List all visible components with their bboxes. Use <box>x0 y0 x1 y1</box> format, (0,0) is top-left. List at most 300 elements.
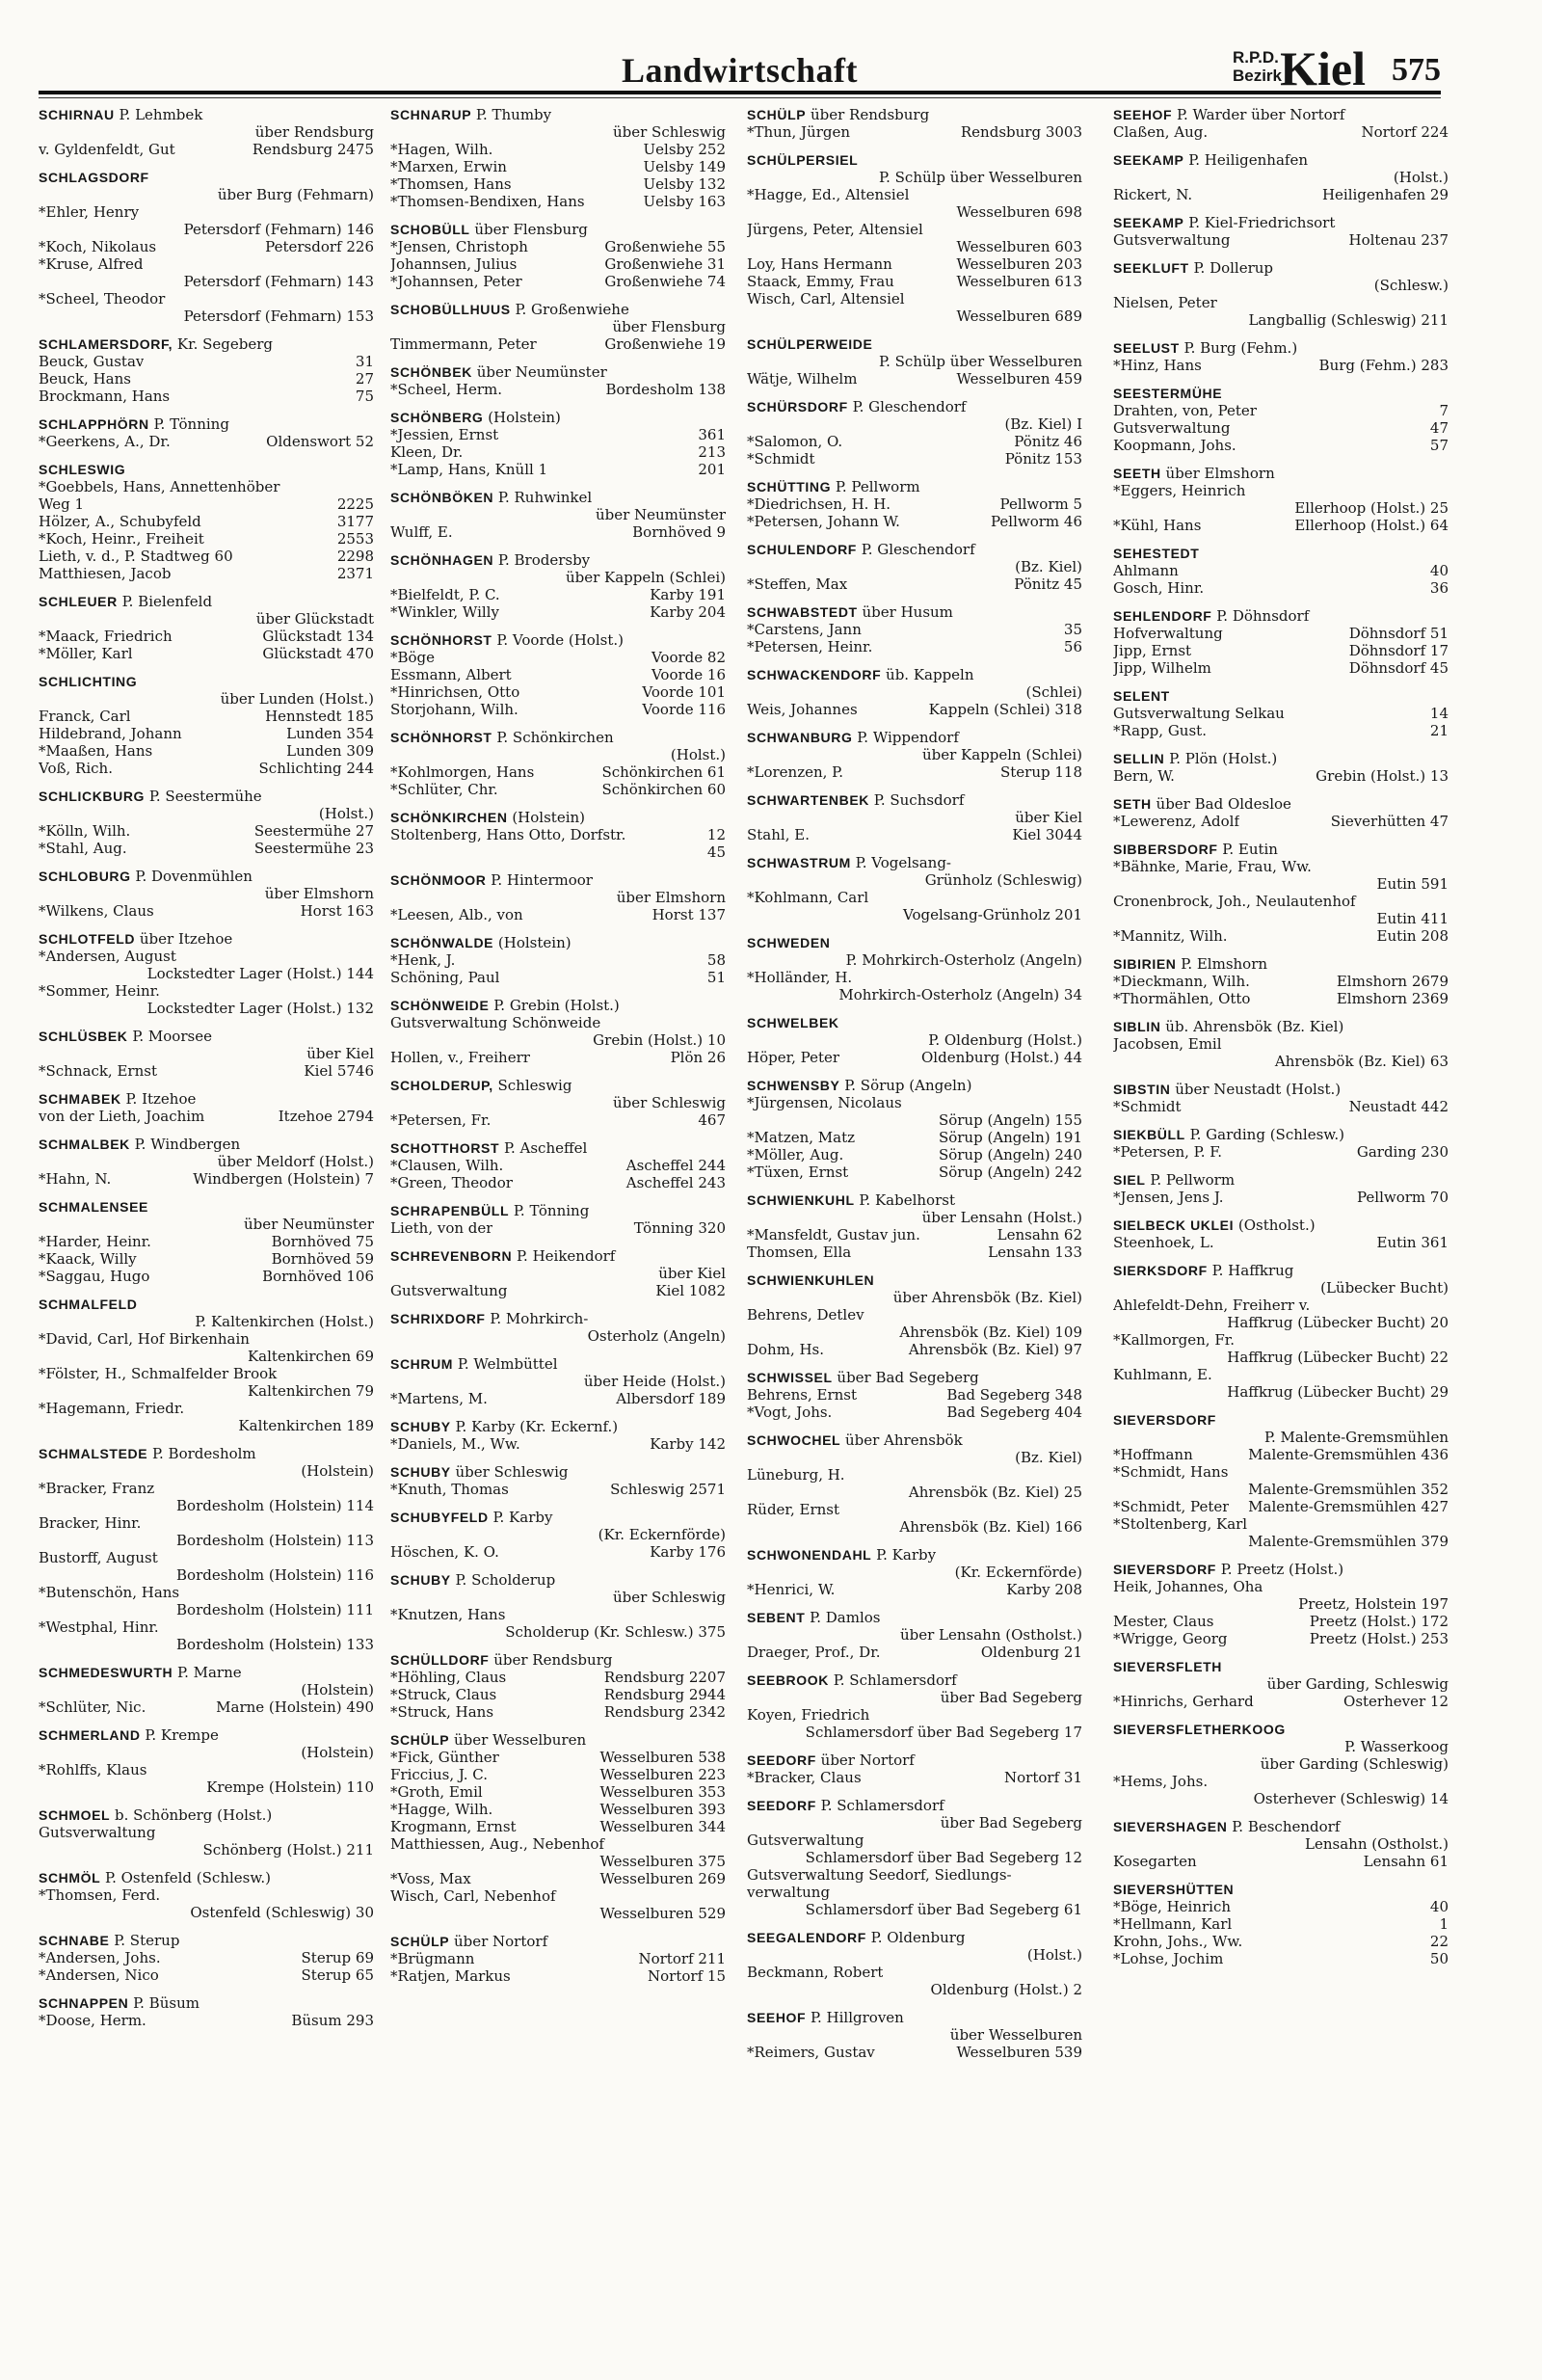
phone-location: Pellworm 5 <box>999 495 1082 513</box>
directory-row <box>1113 813 1449 830</box>
name-line: Gutsverwaltung Schönweide <box>390 1014 601 1031</box>
postal-route: P. Lehmbek <box>119 106 203 123</box>
holder-name: Hollen, v., Freiherr <box>390 1049 530 1066</box>
place-name: SCHRIXDORF <box>390 1311 486 1326</box>
postal-route: P. Garding (Schlesw.) <box>1189 1126 1344 1143</box>
place-heading <box>747 541 1082 558</box>
holder-name: *Winkler, Willy <box>390 603 499 621</box>
directory-row <box>1113 1915 1449 1933</box>
place-heading <box>390 809 726 826</box>
place-heading <box>39 593 374 610</box>
holder-name: Thomsen, Ella <box>747 1243 852 1261</box>
holder-name: *Schlüter, Nic. <box>39 1698 146 1716</box>
place-name: SCHLOBURG <box>39 869 131 884</box>
right-line: P. Schülp über Wesselburen <box>879 169 1082 186</box>
place-name: SCHÖNBÖKEN <box>390 490 494 505</box>
postal-route: P. Beschendorf <box>1232 1818 1341 1835</box>
column-4 <box>1113 106 1449 2367</box>
place-name: SCHNARUP <box>390 107 472 122</box>
directory-row <box>747 1049 1082 1066</box>
name-line: Wisch, Carl, Altensiel <box>747 290 905 308</box>
directory-row <box>1113 562 1449 579</box>
postal-route: P. Wippendorf <box>857 729 959 746</box>
place-heading <box>1113 1171 1449 1189</box>
right-line: P. Schülp über Wesselburen <box>879 353 1082 370</box>
phone-location: Oldenburg (Holst.) 44 <box>921 1049 1082 1066</box>
phone-location: 21 <box>1429 722 1449 739</box>
phone-location: Wesselburen 538 <box>599 1749 726 1766</box>
place-name: SCHWOCHEL <box>747 1432 841 1448</box>
place-heading <box>1113 1262 1449 1279</box>
holder-name: Staack, Emmy, Frau <box>747 273 894 290</box>
postal-route: b. Schönberg (Holst.) <box>114 1806 273 1824</box>
right-line: Malente-Gremsmühlen 379 <box>1248 1533 1449 1550</box>
name-line: *Holländer, H. <box>747 969 853 986</box>
holder-name: *Geerkens, A., Dr. <box>39 433 171 450</box>
phone-location: Rendsburg 2342 <box>603 1703 726 1721</box>
directory-row <box>390 523 726 541</box>
phone-location: Wesselburen 539 <box>956 2044 1082 2061</box>
place-name: SCHMOEL <box>39 1807 111 1823</box>
place-heading <box>1113 214 1449 231</box>
holder-name: Franck, Carl <box>39 708 131 725</box>
holder-name: *Lamp, Hans, Knüll 1 <box>390 461 548 478</box>
holder-name: Brockmann, Hans <box>39 388 171 405</box>
place-name: SCHWACKENDORF <box>747 667 882 682</box>
postal-route: P. Pellworm <box>835 478 920 495</box>
place-name: SCHMABEK <box>39 1091 121 1107</box>
place-name: SCHWEDEN <box>747 935 831 950</box>
phone-location: 213 <box>698 443 726 461</box>
holder-name: *Wrigge, Georg <box>1113 1630 1228 1647</box>
place-heading <box>1113 259 1449 277</box>
directory-row <box>39 760 374 777</box>
name-line: *Schmidt, Hans <box>1113 1463 1229 1481</box>
place-heading <box>390 551 726 569</box>
name-line: *Westphal, Hinr. <box>39 1618 159 1636</box>
phone-location: 51 <box>706 969 726 986</box>
phone-location: 467 <box>698 1111 726 1129</box>
place-name: SCHOTTHORST <box>390 1140 500 1156</box>
holder-name: Stoltenberg, Hans Otto, Dorfstr. <box>390 826 626 843</box>
directory-row <box>39 902 374 920</box>
postal-route: P. Schlamersdorf <box>833 1671 957 1689</box>
postal-route: P. Pellworm <box>1150 1171 1236 1189</box>
directory-row <box>747 638 1082 655</box>
holder-name: Beckmann, Robert <box>747 1964 884 1981</box>
postal-route: über Bad Segeberg <box>837 1369 979 1386</box>
phone-location: Döhnsdorf 45 <box>1348 659 1449 677</box>
phone-location: Voorde 101 <box>642 683 726 701</box>
place-heading <box>1113 795 1449 813</box>
postal-route: P. Warder über Nortorf <box>1176 106 1345 123</box>
postal-route: P. Schönkirchen <box>496 729 614 746</box>
place-heading <box>39 169 374 186</box>
holder-name: *Jensen, Christoph <box>390 238 528 255</box>
place-heading <box>747 478 1082 495</box>
phone-location: Wesselburen 203 <box>956 255 1082 273</box>
place-heading <box>390 1571 726 1589</box>
place-name: SCHMERLAND <box>39 1727 141 1743</box>
phone-location: Lensahn 62 <box>997 1226 1082 1243</box>
right-line: Wesselburen 375 <box>599 1853 726 1870</box>
phone-location: Albersdorf 189 <box>616 1390 726 1407</box>
place-heading <box>390 301 726 318</box>
place-heading <box>390 1418 726 1435</box>
name-line: Gutsverwaltung Seedorf, Siedlungs- <box>747 1866 1012 1884</box>
postal-route: (Holstein) <box>488 409 561 426</box>
phone-location: Bad Segeberg 348 <box>946 1386 1082 1404</box>
holder-name: *Lewerenz, Adolf <box>1113 813 1240 830</box>
place-heading <box>39 1296 374 1313</box>
right-line: Bordesholm (Holstein) 111 <box>176 1601 374 1618</box>
directory-row <box>390 426 726 443</box>
phone-location: 47 <box>1429 419 1449 437</box>
place-heading <box>747 729 1082 746</box>
name-line: *Scheel, Theodor <box>39 290 166 308</box>
phone-location: 1 <box>1439 1915 1449 1933</box>
phone-location: 361 <box>698 426 726 443</box>
phone-location: Malente-Gremsmühlen 427 <box>1248 1498 1449 1515</box>
holder-name: Drahten, von, Peter <box>1113 402 1257 419</box>
phone-location: Lensahn 61 <box>1363 1853 1449 1870</box>
name-line: *Hems, Johs. <box>1113 1773 1209 1790</box>
right-line: Ahrensbök (Bz. Kiel) 63 <box>1274 1053 1449 1070</box>
place-name: SCHLESWIG <box>39 462 126 477</box>
holder-name: Hofverwaltung <box>1113 625 1223 642</box>
directory-row <box>39 1108 374 1125</box>
postal-route: P. Elmshorn <box>1181 955 1268 973</box>
column-2 <box>390 106 726 2367</box>
directory-row <box>1113 1098 1449 1115</box>
postal-route: P. Burg (Fehm.) <box>1183 339 1298 357</box>
right-line: (Kr. Eckernförde) <box>954 1564 1082 1581</box>
place-name: SCHWANBURG <box>747 730 853 745</box>
directory-row <box>39 1966 374 1984</box>
right-line: über Lensahn (Ostholst.) <box>899 1626 1082 1644</box>
right-line: P. Mohrkirch-Osterholz (Angeln) <box>845 951 1082 969</box>
right-line: 45 <box>706 843 726 861</box>
place-heading <box>747 791 1082 809</box>
phone-location: Schönkirchen 60 <box>601 781 726 798</box>
place-name: SETH <box>1113 796 1152 812</box>
place-name: SCHÖNWALDE <box>390 935 494 950</box>
place-heading <box>1113 385 1449 402</box>
place-heading <box>39 930 374 948</box>
place-heading <box>39 1090 374 1108</box>
postal-route: über Husum <box>862 603 953 621</box>
holder-name: *Koch, Heinr., Freiheit <box>39 530 204 548</box>
phone-location: 56 <box>1063 638 1082 655</box>
holder-name: *Lohse, Jochim <box>1113 1950 1224 1967</box>
holder-name: *Thun, Jürgen <box>747 123 851 141</box>
postal-route: P. Hillgroven <box>810 2009 904 2026</box>
directory-row <box>39 708 374 725</box>
phone-location: Sörup (Angeln) 242 <box>938 1163 1082 1181</box>
place-name: SCHOLDERUP, <box>390 1078 493 1093</box>
directory-row <box>1113 1950 1449 1967</box>
directory-row <box>39 2012 374 2029</box>
holder-name: *Andersen, Johs. <box>39 1949 161 1966</box>
place-heading <box>390 1731 726 1749</box>
holder-name: *Höhling, Claus <box>390 1669 507 1686</box>
directory-row <box>747 450 1082 468</box>
holder-name: Weg 1 <box>39 495 84 513</box>
phone-location: Seestermühe 23 <box>253 840 374 857</box>
holder-name: Wulff, E. <box>390 523 453 541</box>
directory-row <box>390 1703 726 1721</box>
right-line: Eutin 591 <box>1376 875 1449 893</box>
place-heading <box>1113 1881 1449 1898</box>
place-name: SCHÜRSDORF <box>747 399 848 414</box>
right-line: Lockstedter Lager (Holst.) 132 <box>146 1000 374 1017</box>
place-heading <box>747 603 1082 621</box>
phone-location: Eutin 361 <box>1376 1234 1449 1251</box>
place-name: SEEDORF <box>747 1798 816 1813</box>
name-line: verwaltung <box>747 1884 831 1901</box>
directory-row <box>1113 767 1449 785</box>
postal-route: P. Büsum <box>133 1994 199 2012</box>
phone-location: Sörup (Angeln) 191 <box>938 1129 1082 1146</box>
place-heading <box>390 997 726 1014</box>
postal-route: P. Windbergen <box>134 1136 241 1153</box>
place-heading <box>1113 1217 1449 1234</box>
holder-name: *Hellmann, Karl <box>1113 1915 1233 1933</box>
holder-name: Gutsverwaltung <box>390 1282 508 1299</box>
place-heading <box>39 335 374 353</box>
place-heading <box>390 1651 726 1669</box>
phone-location: Bornhöved 59 <box>271 1250 374 1268</box>
place-heading <box>1113 1818 1449 1835</box>
place-name: SIEVERSDORF <box>1113 1562 1216 1577</box>
right-line: über Elmshorn <box>264 885 374 902</box>
postal-route: P. Gleschendorf <box>861 541 975 558</box>
directory-row <box>390 826 726 843</box>
right-line: über Meldorf (Holst.) <box>217 1153 374 1170</box>
phone-location: Nortorf 31 <box>1004 1769 1082 1786</box>
directory-row <box>39 1170 374 1188</box>
name-line: Bracker, Hinr. <box>39 1514 142 1532</box>
directory-row <box>747 370 1082 388</box>
postal-route: P. Bielenfeld <box>121 593 213 610</box>
holder-name: Jipp, Wilhelm <box>1113 659 1211 677</box>
place-name: SIEVERSDORF <box>1113 1412 1216 1428</box>
holder-name: *Schmidt, Peter <box>1113 1498 1230 1515</box>
postal-route: P. Marne <box>177 1664 242 1681</box>
place-heading <box>1113 750 1449 767</box>
phone-location: 75 <box>355 388 374 405</box>
place-heading <box>747 151 1082 169</box>
holder-name: Koopmann, Johs. <box>1113 437 1236 454</box>
directory-row <box>390 683 726 701</box>
holder-name: Wätje, Wilhelm <box>747 370 858 388</box>
phone-location: Schönkirchen 61 <box>601 763 726 781</box>
phone-location: Großenwiehe 31 <box>604 255 726 273</box>
directory-row <box>747 1163 1082 1181</box>
place-heading <box>1113 339 1449 357</box>
place-name: SIEVERSHÜTTEN <box>1113 1882 1235 1897</box>
right-line: über Heide (Holst.) <box>583 1373 726 1390</box>
header-rule <box>39 91 1441 94</box>
phone-location: 50 <box>1429 1950 1449 1967</box>
directory-row <box>390 1481 726 1498</box>
name-line: Koyen, Friedrich <box>747 1706 870 1724</box>
place-name: SCHMALBEK <box>39 1137 130 1152</box>
phone-location: Preetz (Holst.) 172 <box>1309 1613 1449 1630</box>
right-line: über Burg (Fehmarn) <box>217 186 374 203</box>
name-line: Heik, Johannes, Oha <box>1113 1578 1263 1595</box>
right-line: Bordesholm (Holstein) 116 <box>176 1566 374 1584</box>
name-line: Jürgens, Peter, Altensiel <box>747 221 923 238</box>
right-line: Langballig (Schleswig) 211 <box>1248 311 1449 329</box>
place-name: SCHWASTRUM <box>747 855 851 870</box>
holder-name: *Kühl, Hans <box>1113 517 1202 534</box>
holder-name: *Schnack, Ernst <box>39 1062 157 1080</box>
right-line: Eutin 411 <box>1376 910 1449 927</box>
directory-row <box>390 1967 726 1985</box>
directory-row <box>390 273 726 290</box>
phone-location: Elmshorn 2679 <box>1336 973 1449 990</box>
holder-name: *Knuth, Thomas <box>390 1481 509 1498</box>
phone-location: 36 <box>1429 579 1449 597</box>
postal-route: P. Hintermoor <box>491 871 593 889</box>
directory-row <box>390 1157 726 1174</box>
right-line: Schlamersdorf über Bad Segeberg 17 <box>805 1724 1082 1741</box>
postal-route: über Flensburg <box>474 221 588 238</box>
place-name: SIBSTIN <box>1113 1082 1171 1097</box>
place-name: SCHWABSTEDT <box>747 604 858 620</box>
phone-location: 3177 <box>336 513 374 530</box>
holder-name: *Matzen, Matz <box>747 1129 856 1146</box>
holder-name: von der Lieth, Joachim <box>39 1108 205 1125</box>
place-heading <box>390 1310 726 1327</box>
holder-name: *Rapp, Gust. <box>1113 722 1207 739</box>
place-heading <box>1113 1081 1449 1098</box>
directory-row <box>390 335 726 353</box>
directory-row <box>390 461 726 478</box>
place-heading <box>39 106 374 123</box>
directory-row <box>390 666 726 683</box>
directory-row <box>747 1386 1082 1404</box>
right-line: Ellerhoop (Holst.) 25 <box>1294 499 1449 517</box>
phone-location: Schlichting 244 <box>258 760 374 777</box>
phone-location: Eutin 208 <box>1376 927 1449 945</box>
name-line: *Butenschön, Hans <box>39 1584 180 1601</box>
postal-route: P. Heikendorf <box>517 1247 616 1265</box>
directory-row <box>1113 1933 1449 1950</box>
name-line: Lüneburg, H. <box>747 1466 845 1484</box>
right-line: über Glückstadt <box>255 610 374 628</box>
directory-row <box>390 1174 726 1191</box>
place-heading <box>747 854 1082 871</box>
place-heading <box>390 1355 726 1373</box>
postal-route: P. Haffkrug <box>1211 1262 1294 1279</box>
phone-location: Schleswig 2571 <box>610 1481 726 1498</box>
holder-name: *Jessien, Ernst <box>390 426 499 443</box>
phone-location: Ellerhoop (Holst.) 64 <box>1294 517 1449 534</box>
postal-route: Kr. Segeberg <box>176 335 274 353</box>
holder-name: *Voss, Max <box>390 1870 471 1887</box>
right-line: (Holst.) <box>670 746 726 763</box>
directory-row <box>390 951 726 969</box>
place-name: SEBENT <box>747 1610 806 1625</box>
phone-location: 2225 <box>336 495 374 513</box>
place-heading <box>390 363 726 381</box>
holder-name: Höschen, K. O. <box>390 1543 499 1561</box>
directory-row <box>390 193 726 210</box>
page-number: 575 <box>1392 52 1441 88</box>
place-heading <box>1113 1658 1449 1675</box>
holder-name: Gutsverwaltung <box>1113 419 1231 437</box>
place-heading <box>39 1869 374 1886</box>
postal-route: P. Damlos <box>810 1609 881 1626</box>
phone-location: Kappeln (Schlei) 318 <box>928 701 1082 718</box>
phone-location <box>1077 1964 1082 1981</box>
postal-route: P. Großenwiehe <box>515 301 629 318</box>
directory-row <box>1113 123 1449 141</box>
name-line: Kuhlmann, E. <box>1113 1366 1212 1383</box>
holder-name: Bern, W. <box>1113 767 1175 785</box>
holder-name: *Petersen, Heinr. <box>747 638 873 655</box>
place-name: SCHÖNWEIDE <box>390 998 490 1013</box>
place-name: SCHLAMERSDORF, <box>39 336 173 352</box>
postal-route: über Ahrensbök <box>844 1431 963 1449</box>
directory-row <box>1113 402 1449 419</box>
phone-location: Kiel 3044 <box>1012 826 1082 843</box>
right-line: (Holst.) <box>1393 169 1449 186</box>
phone-location: 14 <box>1429 705 1449 722</box>
place-heading <box>390 1202 726 1219</box>
holder-name: *Bielfeldt, P. C. <box>390 586 500 603</box>
postal-route: P. Vogelsang- <box>855 854 951 871</box>
place-heading <box>390 1139 726 1157</box>
directory-row <box>390 701 726 718</box>
right-line: über Neumünster <box>243 1216 374 1233</box>
postal-route: über Nortorf <box>453 1933 548 1950</box>
phone-location: Döhnsdorf 17 <box>1348 642 1449 659</box>
phone-location: 31 <box>355 353 374 370</box>
right-line: über Bad Segeberg <box>940 1814 1082 1832</box>
holder-name: *Henk, J. <box>390 951 456 969</box>
place-name: SCHLEUER <box>39 594 118 609</box>
postal-route: P. Gleschendorf <box>852 398 967 415</box>
holder-name: *Daniels, M., Ww. <box>390 1435 520 1453</box>
place-name: SCHRUM <box>390 1356 454 1372</box>
right-line: Kaltenkirchen 79 <box>247 1382 374 1400</box>
phone-location: 40 <box>1429 1898 1449 1915</box>
district-city: Kiel <box>1280 41 1366 95</box>
place-heading <box>390 1247 726 1265</box>
directory-row <box>747 826 1082 843</box>
postal-route: P. Kiel-Friedrichsort <box>1188 214 1336 231</box>
phone-location: Pönitz 153 <box>1004 450 1082 468</box>
directory-row <box>390 1390 726 1407</box>
phone-location: Holtenau 237 <box>1348 231 1449 249</box>
directory-row <box>390 603 726 621</box>
directory-row <box>39 433 374 450</box>
phone-location: Osterhever 12 <box>1343 1693 1449 1710</box>
place-name: SIELBECK UKLEI <box>1113 1217 1235 1233</box>
holder-name: Hölzer, A., Schubyfeld <box>39 513 201 530</box>
right-line: über Flensburg <box>612 318 726 335</box>
holder-name: Hildebrand, Johann <box>39 725 182 742</box>
phone-location: 22 <box>1429 1933 1449 1950</box>
directory-row <box>39 1250 374 1268</box>
place-heading <box>390 871 726 889</box>
right-line: über Kappeln (Schlei) <box>565 569 726 586</box>
directory-row <box>747 273 1082 290</box>
directory-row <box>39 530 374 548</box>
